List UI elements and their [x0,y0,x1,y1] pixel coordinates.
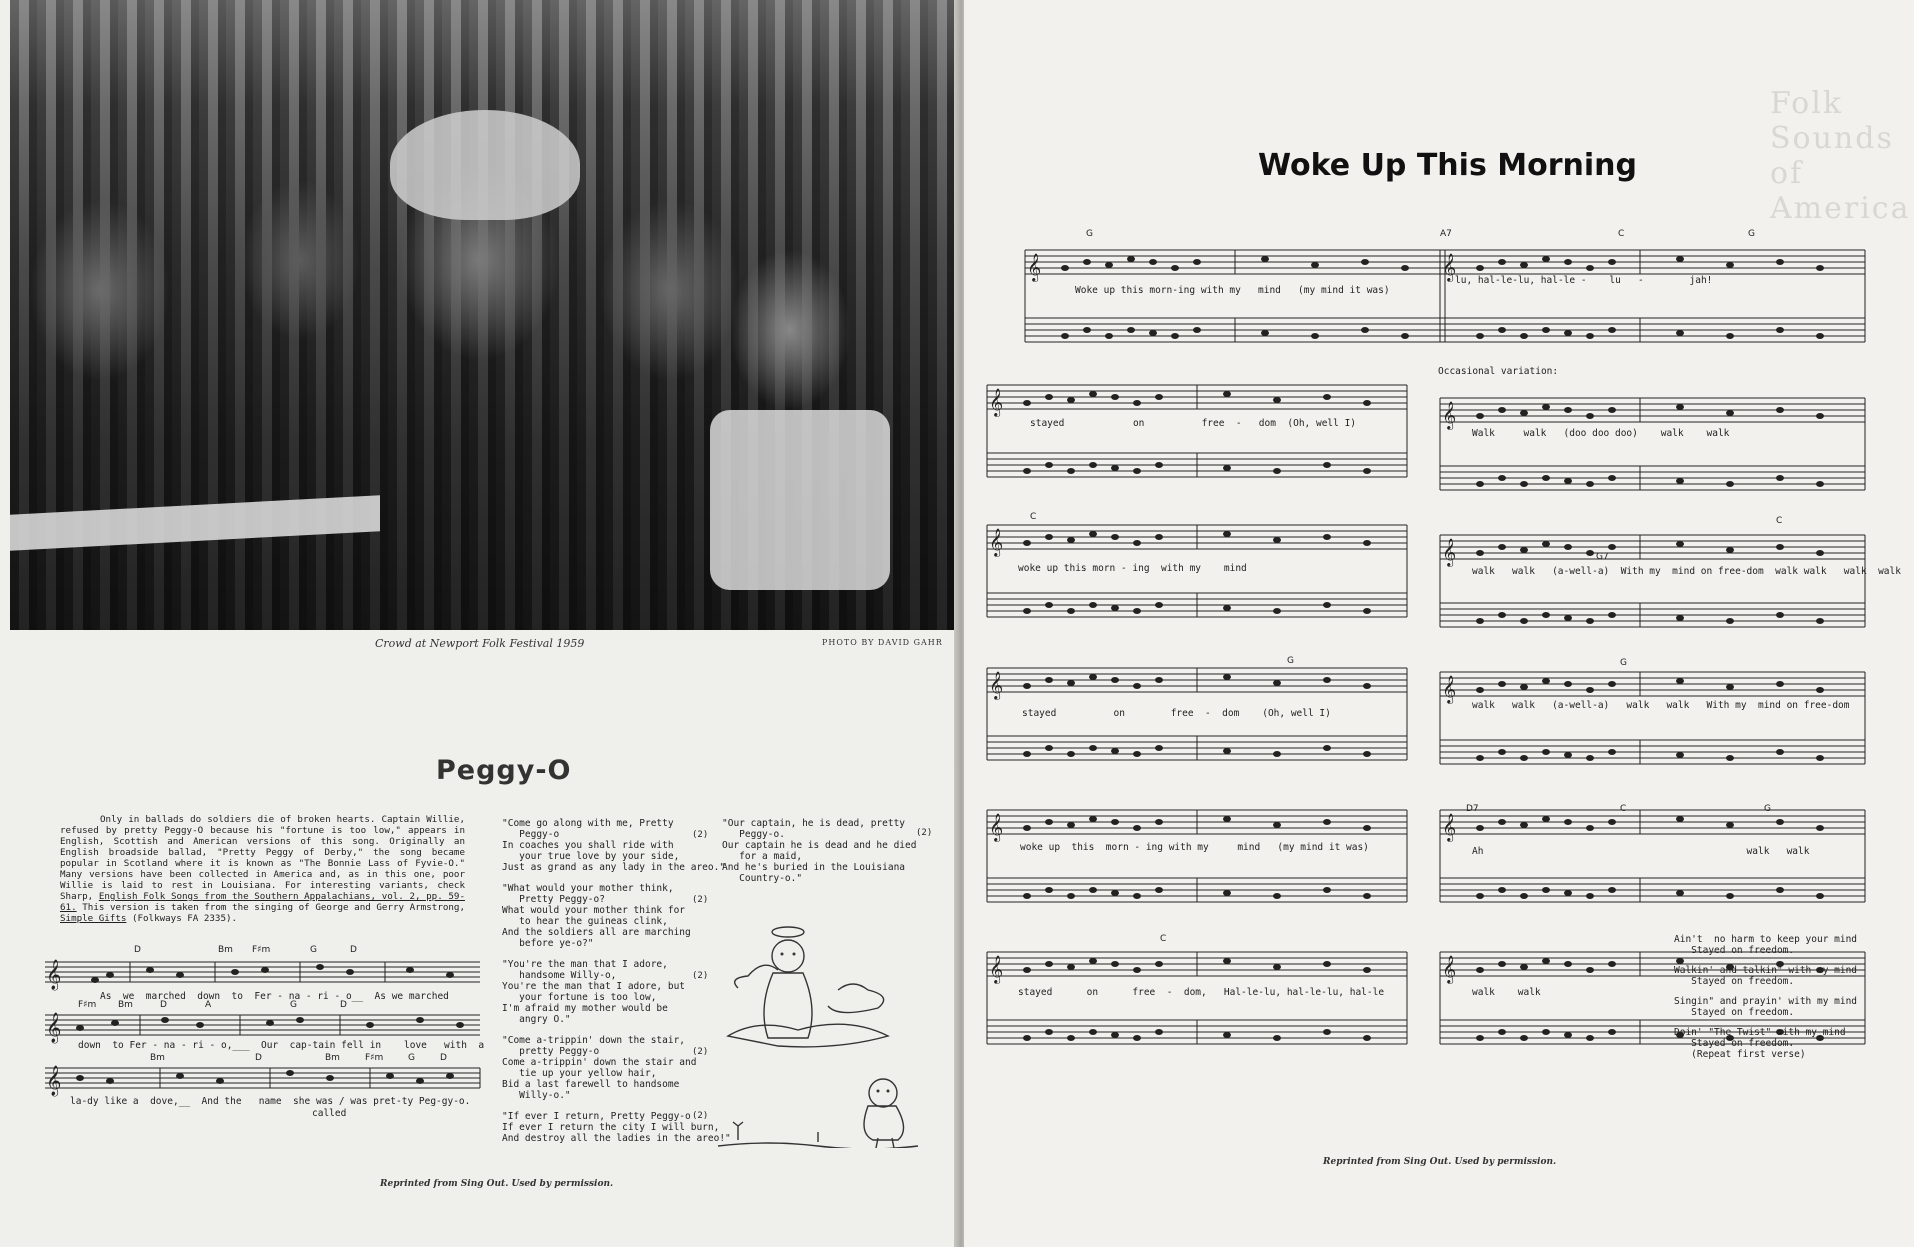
intro-line: Only in ballads do soldiers die of broken hearts. Captain Willie, [100,814,465,825]
boy-shirt [710,410,890,590]
chord: Bm [218,945,233,955]
repeat-mark: (2) [692,895,709,905]
woke-up-reprint-credit: Reprinted from Sing Out. Used by permission. [1323,1157,1557,1167]
repeat-mark: (2) [916,828,933,838]
chord: C [1618,229,1625,239]
chord: Bm [150,1053,165,1063]
svg-text:𝄞: 𝄞 [1442,538,1457,566]
lyrics-row: down to Fer - na - ri - o,___ Our cap-tain fell in love with a [78,1040,485,1051]
chord: Bm [118,1000,133,1010]
chord: G [1764,804,1771,814]
festival-crowd-photo [10,0,958,630]
verse [502,1111,731,1144]
chord: F♯m [365,1053,384,1063]
verse-text: "You're the man that I adore, handsome Willy-o, You're the man that I adore, but your fortune is too low, I'm afraid my mother would be angry O." [502,959,686,1025]
chord: F♯m [78,1000,97,1010]
lyrics-row: stayed on free - dom (Oh, well I) [1022,708,1331,719]
lyrics-row: woke up this morn - ing with my mind (my mind it was) [1020,842,1369,853]
chord: C [1776,516,1783,526]
svg-text:𝄞: 𝄞 [1442,813,1457,841]
lyrics-row: walk walk [1472,987,1541,998]
chord: G [290,1000,297,1010]
intro-line: popular in Scotland where it is known as "The Bonnie Lass of Fyvie-O." [60,858,465,869]
intro-line: This version is taken from the singing of George and Gerry Armstrong, [82,902,465,913]
verse-text: "Our captain, he is dead, pretty Peggy-o. Our captain he is dead and he died for a maid, And he's buried in the Louisiana Country-o." [722,818,917,884]
lyrics-row: la-dy like a dove,__ And the name she was / was pret-ty Peg-gy-o. [70,1096,471,1107]
peggy-o-intro [60,814,465,924]
chord: C [1030,512,1037,522]
occasional-variation-label: Occasional variation: [1438,366,1559,377]
peggy-o-verses-col2 [722,818,942,894]
chord: Bm [325,1053,340,1063]
lyrics-row: called [312,1108,347,1119]
woke-up-title: Woke Up This Morning [1258,148,1637,183]
lyrics-row: stayed on free - dom, Hal-le-lu, hal-le-lu, hal-le [1018,987,1385,998]
chord: G [1086,229,1093,239]
intro-line: Many versions have been collected in America and, as in this one, poor [60,869,465,880]
verse [502,818,726,873]
lyrics-row: As we marched down to Fer - na - ri - o__ As we marched [100,991,449,1002]
peggy-o-reprint-credit: Reprinted from Sing Out. Used by permission. [380,1179,614,1189]
svg-text:𝄞: 𝄞 [1442,675,1457,703]
repeat-mark: (2) [692,1111,709,1121]
chord: G7 [1596,552,1609,562]
lyrics-row: Ah walk walk [1472,846,1810,857]
intro-album-reference: Simple Gifts [60,913,127,924]
intro-book-reference: English Folk Songs from the Southern Appalachians, vol. 2, pp. 59-61. [60,891,465,913]
angel-and-peggy-cartoon [718,918,928,1148]
chord: A7 [1440,229,1452,239]
chord: F♯m [252,945,271,955]
repeat-mark: (2) [692,1047,709,1057]
verse-text: "What would your mother think, Pretty Peggy-o? What would your mother think for to hear the guineas clink, And the soldiers all are marching before ye-o?" [502,883,691,949]
extra-verses [1674,934,1857,1069]
verse [502,959,712,1025]
chord: G [408,1053,415,1063]
chord: D7 [1466,804,1479,814]
verse [502,1035,712,1101]
ghost-bleed-title: Folk Sounds of America [1770,86,1911,226]
intro-line: English broadside ballad, "Pretty Peggy of Derby," the song became [60,847,465,858]
intro-line: Willie is laid to rest in Louisiana. For interesting variants, check Sharp, [60,880,465,902]
photo-credit: PHOTO BY DAVID GAHR [822,638,943,647]
peggy-o-title: Peggy-O [436,755,572,786]
lyrics-row: Woke up this morn-ing with my mind (my mind it was) [1075,285,1390,296]
chord: D [350,945,357,955]
chord: G [1287,656,1294,666]
chord: G [1620,658,1627,668]
peggy-o-score [40,940,490,1120]
svg-text:𝄞: 𝄞 [1442,401,1457,429]
lyrics-row: walk walk (a-well-a) walk walk With my mind on free-dom [1472,700,1850,711]
extra-verse: Ain't no harm to keep your mind Stayed on freedom. [1674,934,1858,956]
svg-text:𝄞: 𝄞 [46,960,62,990]
verse [722,818,942,884]
lyrics-row: lu, hal-le-lu, hal-le - lu - jah! [1455,275,1713,286]
chord: D [440,1053,447,1063]
svg-text:𝄞: 𝄞 [989,528,1004,556]
peggy-o-verses-col1 [502,818,731,1154]
chord: D [160,1000,167,1010]
chord: D [255,1053,262,1063]
photo-caption: Crowd at Newport Folk Festival 1959 [375,637,585,650]
svg-text:𝄞: 𝄞 [989,813,1004,841]
chord: D [340,1000,347,1010]
extra-verse: Singin" and prayin' with my mind Stayed on freedom. [1674,996,1858,1018]
lyrics-row: stayed on free - dom (Oh, well I) [1030,418,1357,429]
chord: G [1748,229,1755,239]
svg-text:𝄞: 𝄞 [1027,253,1042,281]
svg-text:𝄞: 𝄞 [989,388,1004,416]
lyrics-row: woke up this morn - ing with my mind [1018,563,1247,574]
verse [502,883,712,949]
extra-verse: Walkin' and talkin" with my mind Stayed on freedom. [1674,965,1858,987]
cowboy-hat [390,110,580,220]
repeat-mark: (2) [692,971,709,981]
chord: D [134,945,141,955]
intro-line: English, Scottish and American versions of this song. Originally an [60,836,465,847]
verse-text: "Come go along with me, Pretty Peggy-o In coaches you shall ride with your true love by your side, Just as grand as any lady in the areo." [502,818,726,873]
svg-text:𝄞: 𝄞 [1442,253,1457,281]
chord: A [205,1000,212,1010]
lyrics-row: Walk walk (doo doo doo) walk walk [1472,428,1730,439]
svg-text:𝄞: 𝄞 [1442,955,1457,983]
verse-text: "Come a-trippin' down the stair, pretty Peggy-o Come a-trippin' down the stair and tie up your yellow hair, Bid a last farewell to handsome Willy-o." [502,1035,697,1101]
intro-line: refused by pretty Peggy-O because his "fortune is too low," appears in [60,825,465,836]
svg-text:𝄞: 𝄞 [46,1066,62,1096]
svg-text:𝄞: 𝄞 [46,1013,62,1043]
chord: C [1620,804,1627,814]
verse-text: "If ever I return, Pretty Peggy-o If ever I return the city I will burn, And destroy all the ladies in the areo!" [502,1111,731,1144]
svg-text:𝄞: 𝄞 [989,671,1004,699]
chord: C [1160,934,1167,944]
extra-verse: Doin' "The Twist" with my mind Stayed on freedom. (Repeat first verse) [1674,1027,1846,1060]
chord: G [310,945,317,955]
bench-rail [10,495,380,550]
svg-text:𝄞: 𝄞 [989,955,1004,983]
repeat-mark: (2) [692,830,709,840]
intro-line: (Folkways FA 2335). [131,913,238,924]
lyrics-row: walk walk (a-well-a) With my mind on free-dom walk walk walk walk [1472,566,1901,577]
